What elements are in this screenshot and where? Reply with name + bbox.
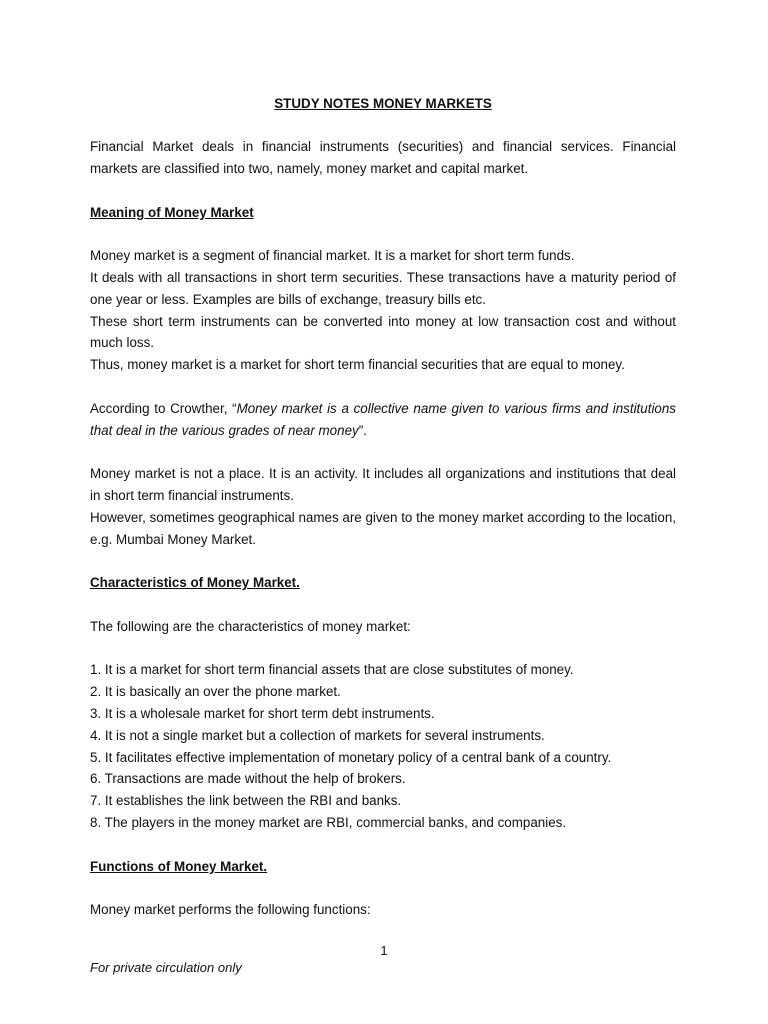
meaning-line-2: It deals with all transactions in short term securities. These transactions have a maturity period of one year or less. Examples are bills of exchange, treasury bills etc. [90,270,676,307]
functions-intro: Money market performs the following functions: [90,902,371,918]
characteristic-item-1: 1. It is a market for short term financial assets that are close substitutes of money. [90,662,574,678]
quote-suffix: ”. [358,422,367,438]
meaning-line-1: Money market is a segment of financial market. It is a market for short term funds. [90,248,575,264]
place-line-1: Money market is not a place. It is an activity. It includes all organizations and institutions that deal in short term financial instruments. [90,466,676,504]
crowther-quote-paragraph [90,398,676,442]
characteristic-item-8: 8. The players in the money market are RBI, commercial banks, and companies. [90,815,567,830]
characteristic-item-5: 5. It facilitates effective implementation of monetary policy of a central bank of a country. [90,749,612,765]
footer-note: For private circulation only [90,960,242,975]
document-title: STUDY NOTES MONEY MARKETS [274,96,492,111]
characteristics-intro: The following are the characteristics of money market: [90,618,411,634]
characteristic-item-7: 7. It establishes the link between the RBI and banks. [90,793,402,809]
meaning-line-3: These short term instruments can be converted into money at low transaction cost and without much loss. [90,313,676,351]
intro-paragraph: Financial Market deals in financial instruments (securities) and financial services. Financial markets are classified into two, namely, money market and capital market. [90,139,676,177]
section-heading-functions: Functions of Money Market. [90,858,268,874]
meaning-line-4: Thus, money market is a market for short term financial securities that are equal to money. [90,357,625,373]
characteristic-item-4: 4. It is not a single market but a collection of markets for several instruments. [90,727,545,743]
section-heading-meaning: Meaning of Money Market [90,204,254,220]
characteristic-item-2: 2. It is basically an over the phone market. [90,684,341,700]
characteristic-item-3: 3. It is a wholesale market for short term debt instruments. [90,706,435,722]
section-heading-characteristics: Characteristics of Money Market. [90,575,300,591]
document-body [90,93,676,921]
quote-prefix: According to Crowther, “ [90,400,237,416]
page-number: 1 [380,943,388,958]
quote-text: Money market is a collective name given to various firms and institutions that deal in the various grades of near money [90,400,677,438]
place-line-2: However, sometimes geographical names are given to the money market according to the location, e.g. Mumbai Money Market. [90,509,676,547]
characteristic-item-6: 6. Transactions are made without the help of brokers. [90,771,406,787]
